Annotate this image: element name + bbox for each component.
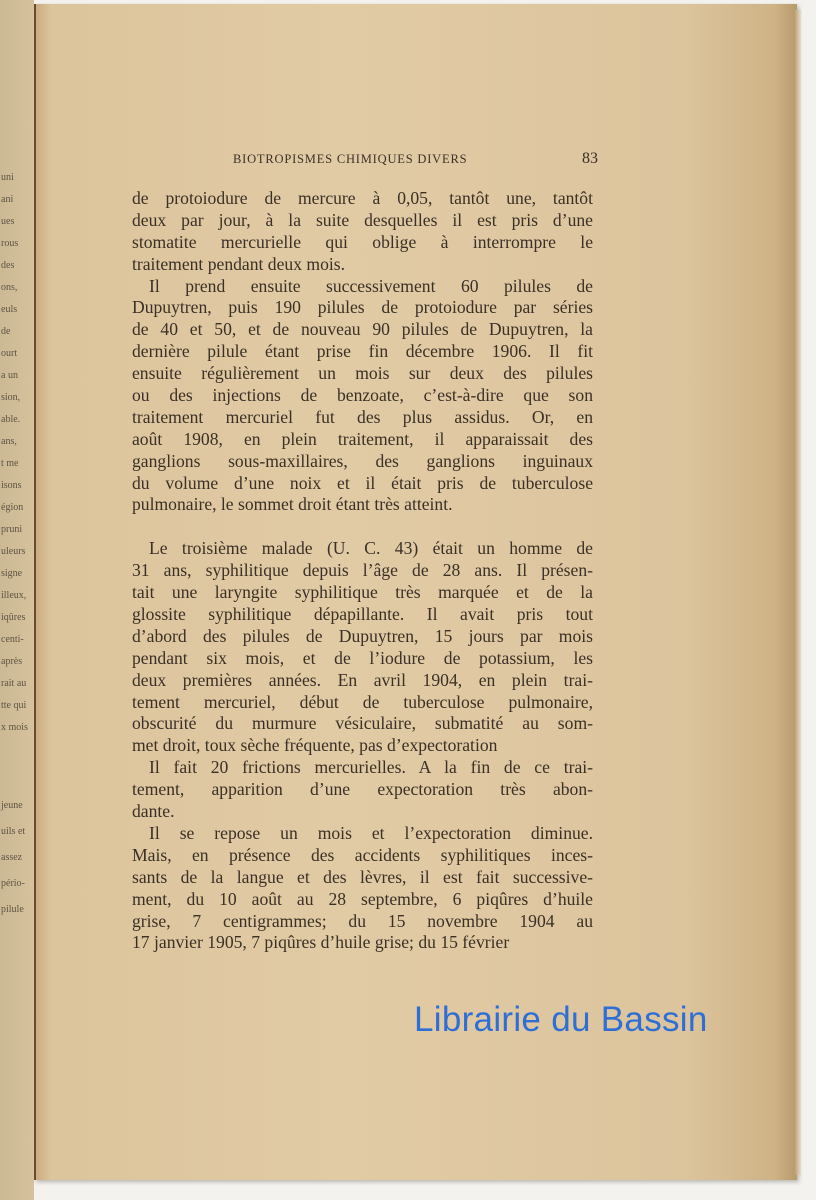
text-line: tait une laryngite syphilitique très marquée et de la	[132, 582, 593, 603]
left-page-fragment: ans,	[1, 436, 17, 447]
running-title: BIOTROPISMES CHIMIQUES DIVERS	[233, 152, 468, 166]
text-line: grise, 7 centigrammes; du 15 novembre 1904 au	[132, 910, 593, 931]
text-line: Le troisième malade (U. C. 43) était un homme de	[149, 538, 593, 559]
left-page-fragment: uni	[1, 172, 14, 183]
text-line: août 1908, en plein traitement, il apparaissait des	[132, 428, 593, 449]
text-line: Il prend ensuite successivement 60 pilules de	[149, 275, 593, 296]
left-page-fragment: t me	[1, 458, 19, 469]
left-page-fragment: illeux,	[1, 590, 27, 601]
left-page-fragment: centi-	[1, 634, 24, 645]
text-line: Il se repose un mois et l’expectoration diminue.	[149, 822, 593, 843]
body-text	[132, 188, 593, 954]
text-line: glossite syphilitique dépapillante. Il avait pris tout	[132, 604, 593, 625]
left-page-fragment: iqûres	[1, 612, 26, 623]
watermark: Librairie du Bassin	[414, 1000, 708, 1039]
left-page-fragment: assez	[1, 852, 23, 863]
left-page-fragment: ues	[1, 216, 15, 227]
left-facing-page	[0, 0, 34, 1200]
text-line: du volume d’une noix et il était pris de tuberculose	[132, 472, 593, 493]
left-page-fragment: ourt	[1, 348, 18, 359]
text-line: stomatite mercurielle qui oblige à interrompre le	[132, 231, 593, 252]
paragraph-gap	[132, 516, 593, 538]
left-page-fragment: de	[1, 326, 11, 337]
left-page-fragment: rait au	[1, 678, 27, 689]
left-page-fragment: signe	[1, 568, 23, 579]
text-line: pulmonaire, le sommet droit étant très atteint.	[132, 494, 453, 515]
left-page-fragment: euls	[1, 304, 18, 315]
text-line: 17 janvier 1905, 7 piqûres d’huile grise; du 15 février	[132, 932, 510, 953]
text-line: tement, apparition d’une expectoration très abon-	[132, 779, 593, 800]
text-line: d’abord des pilules de Dupuytren, 15 jours par mois	[132, 625, 593, 646]
left-page-fragment: pilule	[1, 904, 24, 915]
page-number: 83	[582, 150, 598, 167]
left-page-fragment: ons,	[1, 282, 18, 293]
left-page-fragment: ani	[1, 194, 14, 205]
text-line: Dupuytren, puis 190 pilules de protoiodure par séries	[132, 297, 593, 318]
text-line: pendant six mois, et de l’iodure de potassium, les	[132, 647, 593, 668]
text-line: de protoiodure de mercure à 0,05, tantôt une, tantôt	[132, 188, 593, 208]
text-line: ensuite régulièrement un mois sur deux des pilules	[132, 363, 593, 384]
text-line: de 40 et 50, et de nouveau 90 pilules de Dupuytren, la	[132, 319, 593, 340]
text-line: Mais, en présence des accidents syphilitiques inces-	[132, 844, 593, 865]
left-page-fragment: able.	[1, 414, 21, 425]
text-line: ou des injections de benzoate, c’est-à-dire que son	[132, 385, 593, 406]
text-line: obscurité du murmure vésiculaire, submatité au som-	[132, 713, 593, 734]
page-header	[233, 150, 598, 170]
left-page-fragment: égion	[1, 502, 24, 513]
left-page-fragment: a un	[1, 370, 18, 381]
text-line: met droit, toux sèche fréquente, pas d’expectoration	[132, 735, 498, 756]
left-page-fragment: uils et	[1, 826, 26, 837]
text-line: traitement pendant deux mois.	[132, 253, 346, 274]
text-line: dante.	[132, 801, 175, 822]
text-line: tement mercuriel, début de tuberculose pulmonaire,	[132, 691, 593, 712]
left-page-fragment: uleurs	[1, 546, 26, 557]
left-page-fragment: tte qui	[1, 700, 27, 711]
left-page-fragment: rous	[1, 238, 19, 249]
left-page-fragment: pruni	[1, 524, 23, 535]
text-line: ment, du 10 août au 28 septembre, 6 piqûres d’huile	[132, 888, 593, 909]
left-page-fragment: isons	[1, 480, 22, 491]
page-edge	[795, 10, 801, 1175]
left-page-fragment: jeune	[1, 800, 23, 811]
text-line: Il fait 20 frictions mercurielles. A la fin de ce trai-	[149, 757, 593, 778]
text-line: traitement mercuriel fut des plus assidus. Or, en	[132, 406, 593, 427]
left-page-fragment: x mois	[1, 722, 28, 733]
left-page-fragment: après	[1, 656, 23, 667]
text-line: 31 ans, syphilitique depuis l’âge de 28 ans. Il présen-	[132, 560, 593, 581]
left-page-fragment: pério-	[1, 878, 25, 889]
left-page-fragment: des	[1, 260, 15, 271]
text-line: deux premières années. En avril 1904, en plein trai-	[132, 669, 593, 690]
text-line: ganglions sous-maxillaires, des ganglions inguinaux	[132, 450, 593, 471]
text-line: sants de la langue et des lèvres, il est fait successive-	[132, 866, 593, 887]
left-page-fragment: sion,	[1, 392, 21, 403]
text-line: dernière pilule étant prise fin décembre 1906. Il fit	[132, 341, 593, 362]
text-line: deux par jour, à la suite desquelles il est pris d’une	[132, 209, 593, 230]
